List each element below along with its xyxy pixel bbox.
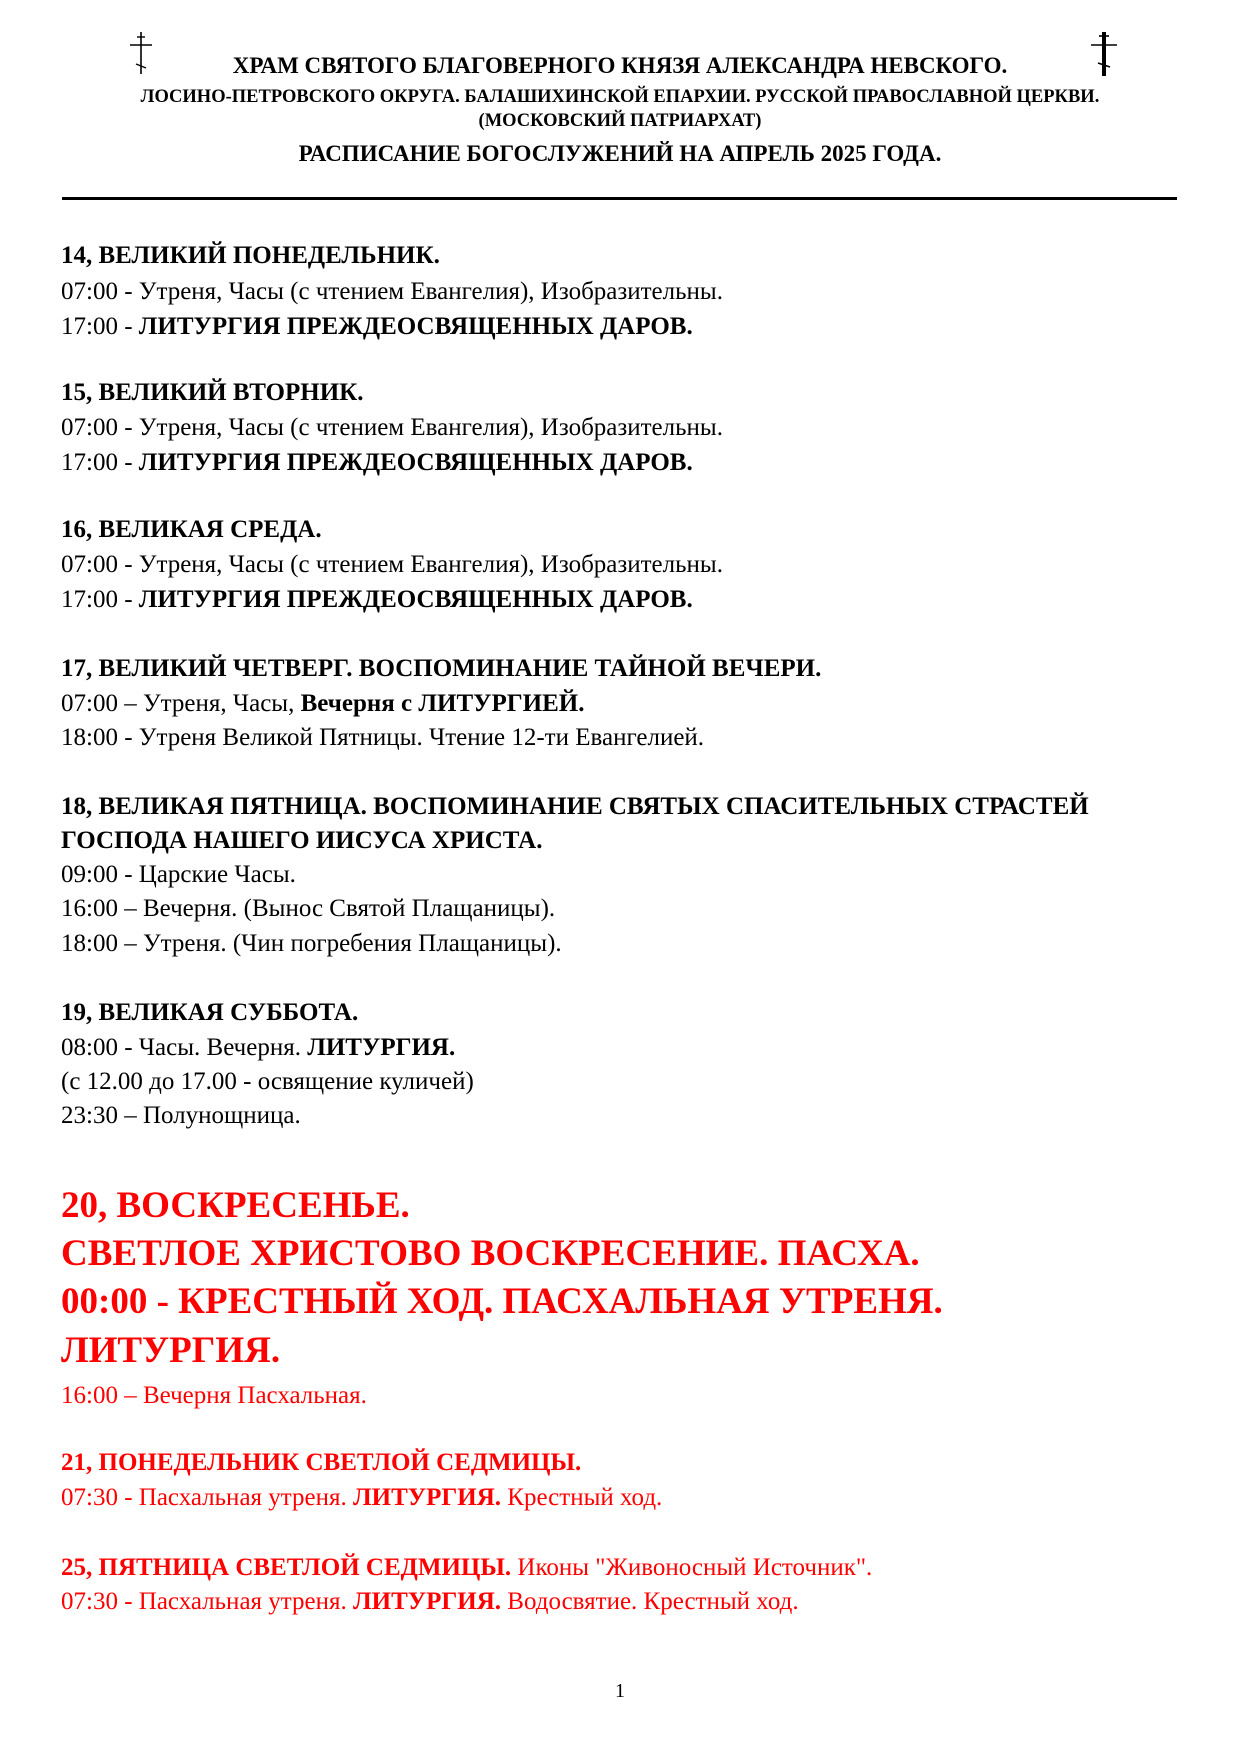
diocese-subtitle: ЛОСИНО-ПЕТРОВСКОГО ОКРУГА. БАЛАШИХИНСКОЙ ЕПАРХИИ. РУССКОЙ ПРАВОСЛАВНОЙ ЦЕРКВИ. xyxy=(140,87,1100,107)
day-heading-continued: ГОСПОДА НАШЕГО ИИСУСА ХРИСТА. xyxy=(61,827,543,854)
day-heading: 18, ВЕЛИКАЯ ПЯТНИЦА. ВОСПОМИНАНИЕ СВЯТЫХ СПАСИТЕЛЬНЫХ СТРАСТЕЙ xyxy=(61,793,1089,820)
service-line xyxy=(61,1585,799,1619)
service-time: 16:00 – xyxy=(61,895,143,922)
day-heading: 19, ВЕЛИКАЯ СУББОТА. xyxy=(61,999,359,1026)
service-time: 17:00 - xyxy=(61,449,139,476)
service-line xyxy=(61,1379,367,1413)
service-text-after: Крестный ход. xyxy=(501,1484,663,1511)
service-text: Пасхальная утреня. xyxy=(138,1484,353,1511)
service-text: Вечерня. (Вынос Святой Плащаницы). xyxy=(142,895,556,922)
service-time: 07:30 - xyxy=(61,1588,139,1615)
service-text: Утреня, Часы, xyxy=(142,690,301,717)
service-line xyxy=(61,446,693,480)
service-text: Вечерня Пасхальная. xyxy=(142,1382,367,1409)
service-line xyxy=(61,858,296,892)
easter-liturgy: ЛИТУРГИЯ. xyxy=(61,1330,281,1371)
service-line xyxy=(61,1481,662,1515)
service-line xyxy=(61,411,723,445)
service-time: 18:00 - xyxy=(61,724,139,751)
service-bold: ЛИТУРГИЯ. xyxy=(353,1484,502,1511)
service-time: 16:00 – xyxy=(61,1382,143,1409)
service-text: Утреня, Часы (с чтением Евангелия), Изобразительны. xyxy=(138,278,723,305)
service-time: 08:00 - xyxy=(61,1034,139,1061)
service-text: Пасхальная утреня. xyxy=(138,1588,353,1615)
page-number: 1 xyxy=(615,1680,625,1702)
church-title: ХРАМ СВЯТОГО БЛАГОВЕРНОГО КНЯЗЯ АЛЕКСАНДРА НЕВСКОГО. xyxy=(232,53,1008,78)
service-time: 23:30 – xyxy=(61,1102,143,1129)
service-time: 18:00 – xyxy=(61,930,143,957)
service-time: 17:00 - xyxy=(61,313,139,340)
service-text: (с 12.00 до 17.00 - освящение куличей) xyxy=(61,1068,474,1095)
service-time: 07:00 - xyxy=(61,414,139,441)
easter-heading: 20, ВОСКРЕСЕНЬЕ. xyxy=(61,1185,410,1226)
service-text: Утреня, Часы (с чтением Евангелия), Изобразительны. xyxy=(138,551,723,578)
service-time: 07:00 – xyxy=(61,690,143,717)
service-text-after: Водосвятие. Крестный ход. xyxy=(501,1588,799,1615)
header-divider xyxy=(62,197,1177,200)
service-note xyxy=(61,1065,474,1099)
easter-feast-title: СВЕТЛОЕ ХРИСТОВО ВОСКРЕСЕНИЕ. ПАСХА. xyxy=(61,1233,920,1274)
service-line xyxy=(61,275,723,309)
day-heading: 16, ВЕЛИКАЯ СРЕДА. xyxy=(61,516,322,543)
service-line xyxy=(61,548,723,582)
service-text: Полунощница. xyxy=(142,1102,301,1129)
service-line xyxy=(61,583,693,617)
day-heading: 15, ВЕЛИКИЙ ВТОРНИК. xyxy=(61,379,364,406)
service-bold: ЛИТУРГИЯ ПРЕЖДЕОСВЯЩЕННЫХ ДАРОВ. xyxy=(138,313,693,340)
service-bold: ЛИТУРГИЯ. xyxy=(353,1588,502,1615)
service-text: Утреня, Часы (с чтением Евангелия), Изобразительны. xyxy=(138,414,723,441)
easter-procession: 00:00 - КРЕСТНЫЙ ХОД. ПАСХАЛЬНАЯ УТРЕНЯ. xyxy=(61,1281,943,1322)
service-bold: ЛИТУРГИЯ ПРЕЖДЕОСВЯЩЕННЫХ ДАРОВ. xyxy=(138,449,693,476)
service-time: 07:00 - xyxy=(61,551,139,578)
patriarchate-label: (МОСКОВСКИЙ ПАТРИАРХАТ) xyxy=(478,111,762,131)
service-line xyxy=(61,1099,301,1133)
service-time: 07:30 - xyxy=(61,1484,139,1511)
service-time: 07:00 - xyxy=(61,278,139,305)
service-line xyxy=(61,892,555,926)
service-line xyxy=(61,721,704,755)
service-line xyxy=(61,927,562,961)
service-text: Утреня Великой Пятницы. Чтение 12-ти Евангелией. xyxy=(138,724,705,751)
day-heading: 21, ПОНЕДЕЛЬНИК СВЕТЛОЙ СЕДМИЦЫ. xyxy=(61,1449,582,1476)
service-bold: Вечерня с ЛИТУРГИЕЙ. xyxy=(300,690,585,717)
service-bold: ЛИТУРГИЯ. xyxy=(307,1034,456,1061)
service-text: Утреня. (Чин погребения Плащаницы). xyxy=(142,930,562,957)
day-heading: 14, ВЕЛИКИЙ ПОНЕДЕЛЬНИК. xyxy=(61,242,440,269)
service-time: 17:00 - xyxy=(61,586,139,613)
service-line xyxy=(61,310,693,344)
day-heading: 17, ВЕЛИКИЙ ЧЕТВЕРГ. ВОСПОМИНАНИЕ ТАЙНОЙ ВЕЧЕРИ. xyxy=(61,655,822,682)
service-text: Часы. Вечерня. xyxy=(138,1034,308,1061)
service-text: Царские Часы. xyxy=(138,861,296,888)
schedule-title: РАСПИСАНИЕ БОГОСЛУЖЕНИЙ НА АПРЕЛЬ 2025 ГОДА. xyxy=(298,141,942,166)
day-heading-note: Иконы "Живоносный Источник". xyxy=(511,1554,873,1581)
service-bold: ЛИТУРГИЯ ПРЕЖДЕОСВЯЩЕННЫХ ДАРОВ. xyxy=(138,586,693,613)
service-time: 09:00 - xyxy=(61,861,139,888)
service-line xyxy=(61,1031,455,1065)
service-line xyxy=(61,687,584,721)
day-heading: 25, ПЯТНИЦА СВЕТЛОЙ СЕДМИЦЫ. xyxy=(61,1554,512,1581)
day-heading-line xyxy=(61,1551,872,1585)
